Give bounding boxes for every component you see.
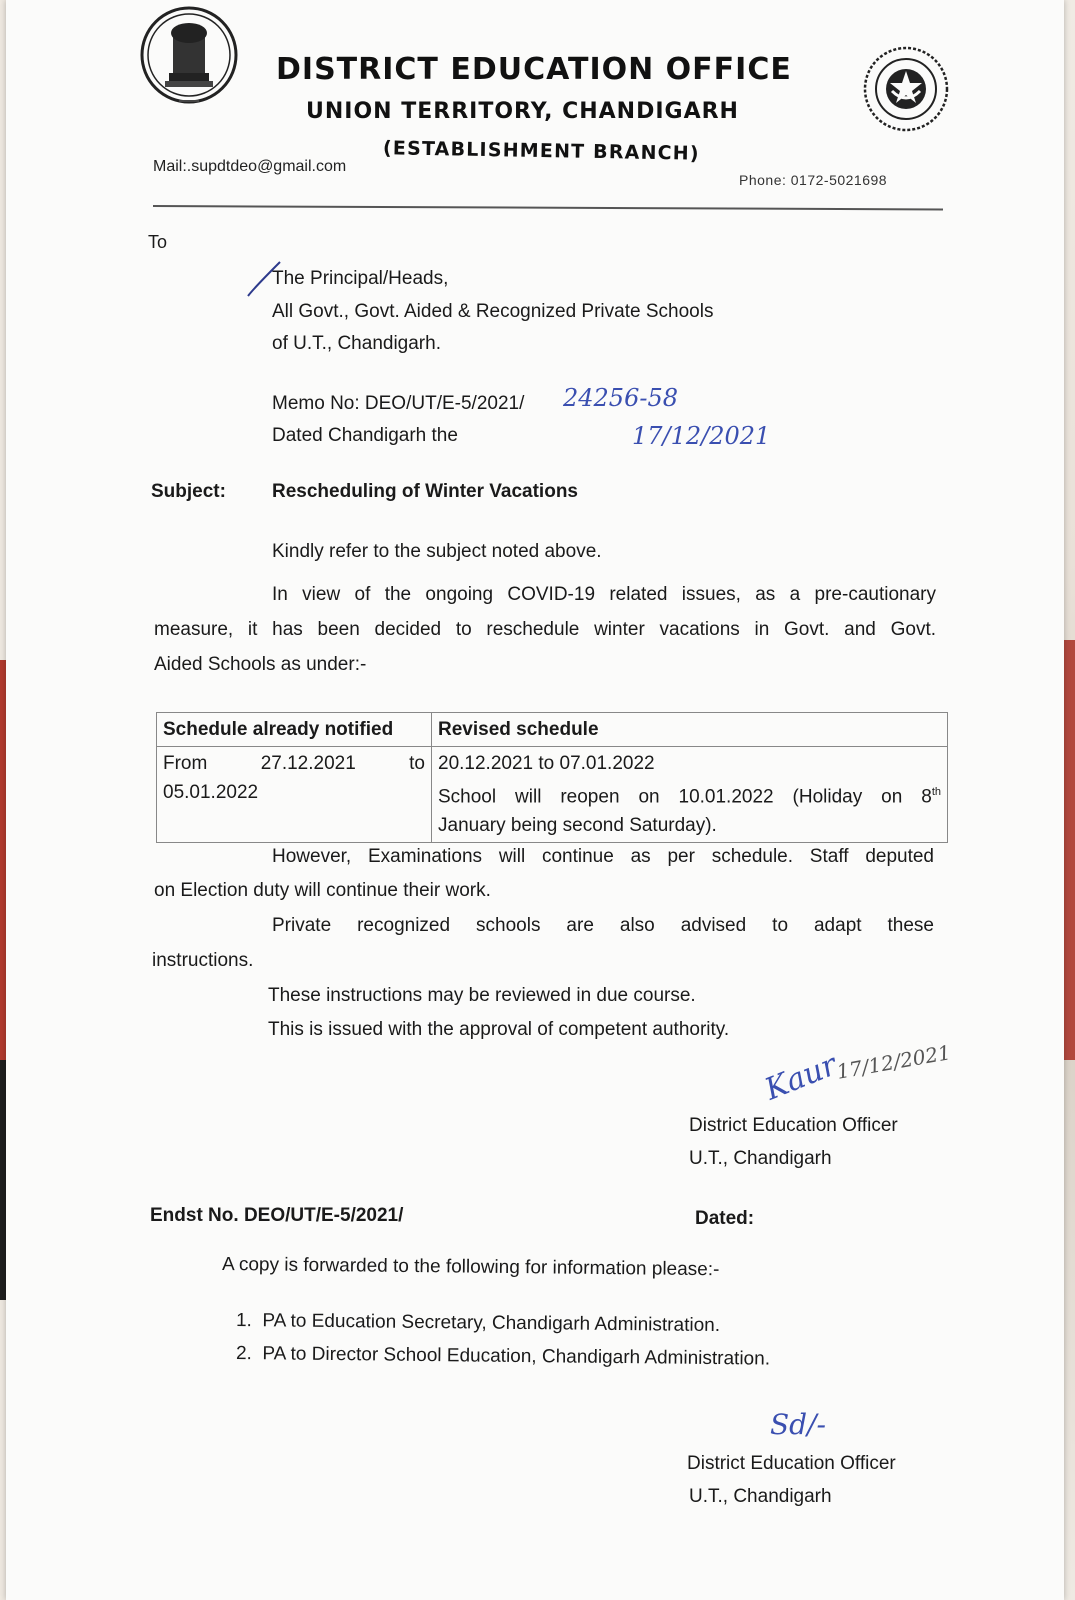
reopen-text: School will reopen on 10.01.2022 (Holiday on 8: [438, 786, 932, 808]
signature-scribble: Sd/-: [770, 1408, 826, 1441]
schedule-table: [156, 712, 948, 843]
from-date: 27.12.2021: [260, 753, 356, 774]
phone-number: Phone: 0172-5021698: [739, 172, 888, 188]
addressee-line-3: of U.T., Chandigarh.: [272, 333, 441, 354]
signatory-place: U.T., Chandigarh: [689, 1486, 832, 1507]
mail-address: Mail:.supdtdeo@gmail.com: [153, 158, 347, 175]
end-date: 05.01.2022: [163, 782, 259, 803]
addressee-line-1: The Principal/Heads,: [272, 268, 449, 289]
endorsement-number: Endst No. DEO/UT/E-5/2021/: [150, 1205, 404, 1226]
ashoka-emblem-icon: [139, 5, 239, 117]
signature-date: 17/12/2021: [834, 1040, 953, 1084]
reopen-line: [438, 778, 941, 811]
body-paragraph-2-line-1: In view of the ongoing COVID-19 related issues, as a pre-cautionary: [272, 584, 936, 605]
to-label: To: [148, 232, 168, 252]
memo-number: Memo No: DEO/UT/E-5/2021/: [272, 393, 525, 414]
body-paragraph-1: Kindly refer to the subject noted above.: [272, 541, 602, 562]
branch-name: (ESTABLISHMENT BRANCH): [382, 137, 700, 165]
list-item-text: PA to Director School Education, Chandigarh Administration.: [262, 1343, 771, 1370]
table-cell-revised-schedule: [432, 747, 948, 843]
body-paragraph-5: These instructions may be reviewed in due course.: [268, 985, 696, 1006]
body-paragraph-6: This is issued with the approval of competent authority.: [268, 1019, 730, 1040]
header-divider: [153, 205, 943, 210]
list-item-text: PA to Education Secretary, Chandigarh Administration.: [262, 1310, 721, 1337]
subject-label: Subject:: [151, 481, 226, 502]
body-paragraph-4-line-2: instructions.: [152, 950, 254, 971]
list-item: 2. PA to Director School Education, Chandigarh Administration.: [235, 1343, 771, 1370]
to-word: to: [409, 753, 425, 774]
list-item: 1. PA to Education Secretary, Chandigarh Administration.: [235, 1310, 721, 1337]
table-header-cell: Schedule already notified: [157, 713, 432, 747]
signature-scribble: Kaur: [760, 1047, 842, 1108]
addressee-line-2: All Govt., Govt. Aided & Recognized Private Schools: [272, 301, 714, 322]
table-row: [157, 747, 948, 843]
date-handwritten: 17/12/2021: [632, 422, 771, 450]
body-paragraph-2-line-2: measure, it has been decided to reschedule winter vacations in Govt. and Govt.: [154, 619, 936, 640]
subject-text: Rescheduling of Winter Vacations: [272, 481, 578, 502]
letter-page: [6, 0, 1064, 1600]
office-subtitle: UNION TERRITORY, CHANDIGARH: [306, 99, 739, 124]
table-cell-old-schedule: [157, 747, 432, 843]
revised-dates: 20.12.2021 to 07.01.2022: [438, 753, 655, 774]
table-header-row: [157, 713, 948, 747]
body-paragraph-2-line-3: Aided Schools as under:-: [154, 654, 367, 675]
office-title: DISTRICT EDUCATION OFFICE: [276, 52, 792, 87]
dated-label: Dated Chandigarh the: [272, 425, 458, 446]
from-word: From: [163, 753, 208, 774]
signatory-place: U.T., Chandigarh: [689, 1148, 832, 1169]
signatory-designation: District Education Officer: [687, 1453, 896, 1474]
forward-intro: A copy is forwarded to the following for information please:-: [221, 1254, 720, 1281]
endorsement-dated: Dated:: [695, 1208, 755, 1229]
ordinal-suffix: th: [931, 786, 941, 798]
body-paragraph-4-line-1: Private recognized schools are also advised to adapt these: [272, 915, 934, 936]
holiday-note: January being second Saturday).: [438, 815, 717, 837]
body-paragraph-3-line-1: However, Examinations will continue as per schedule. Staff deputed: [272, 846, 934, 867]
memo-number-handwritten: 24256-58: [563, 384, 678, 412]
table-header-cell: Revised schedule: [432, 713, 948, 747]
signatory-designation: District Education Officer: [689, 1115, 898, 1136]
chandigarh-seal-icon: [862, 45, 950, 133]
body-paragraph-3-line-2: on Election duty will continue their work.: [154, 880, 491, 901]
